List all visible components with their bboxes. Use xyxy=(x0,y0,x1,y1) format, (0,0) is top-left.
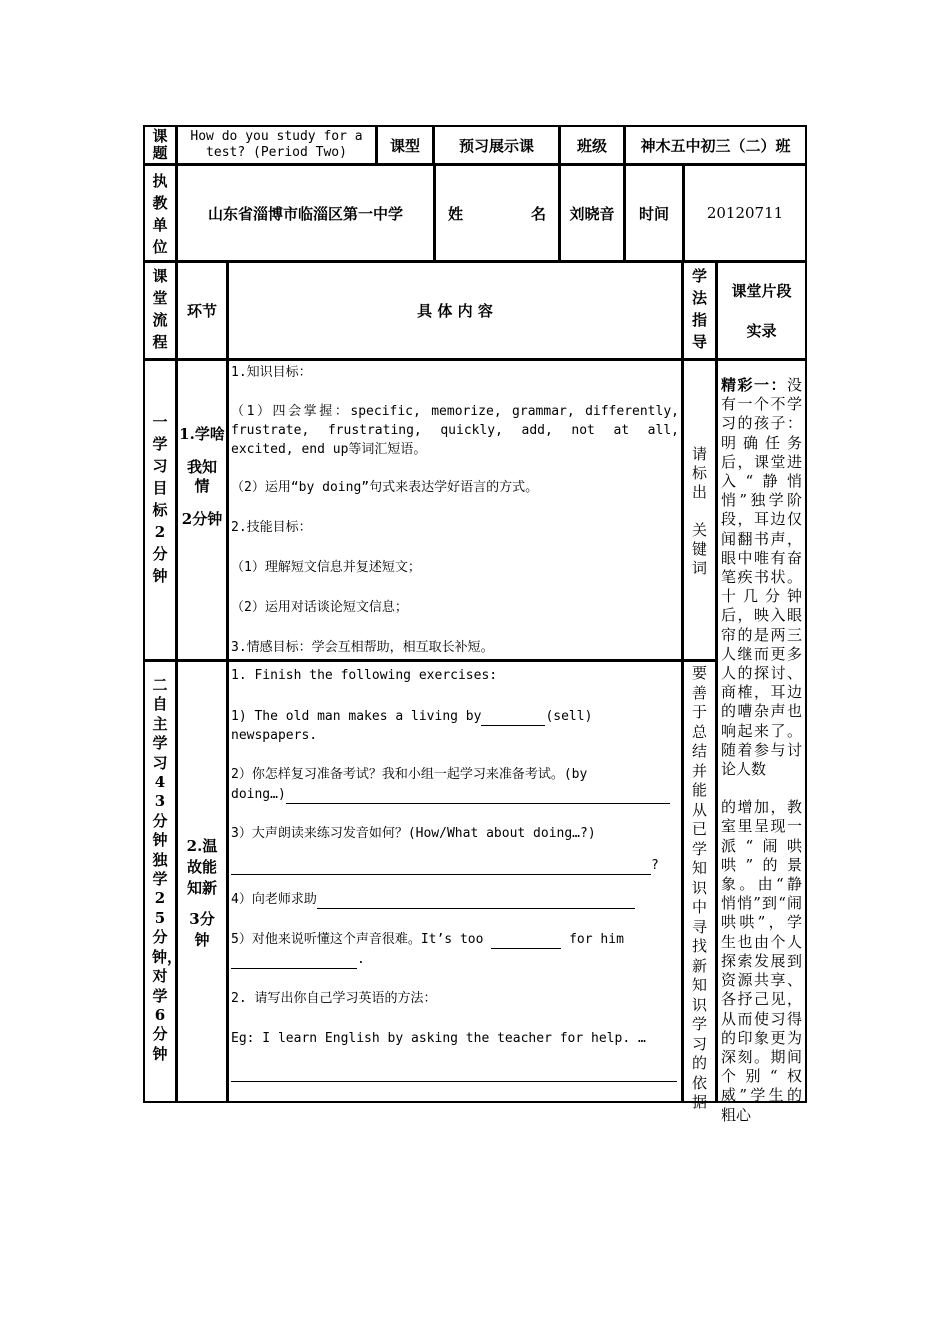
section1-content xyxy=(227,359,683,661)
section2-stage xyxy=(176,660,228,1103)
exercise-5-blank-2[interactable] xyxy=(231,949,357,969)
record-text-1: 没有一个不学习的孩子：明确任务后，课堂进入“静悄悄”独学阶段，耳边仅闻翻书声，眼中唯有奋笔疾书状。十几分钟后，映入眼帘的是两三人继而更多人的探讨、商榷，耳边的嘈杂声也响起来了。随着参与讨论人数 xyxy=(721,376,802,779)
exercise-2-blank[interactable] xyxy=(286,784,670,804)
name-label-first: 姓 xyxy=(448,204,464,223)
exercise-1 xyxy=(231,706,679,745)
method-mark-keywords-2: 关键词 xyxy=(692,521,708,577)
method-header: 学法指导 xyxy=(682,261,717,360)
record-paragraph-2: 的增加，教室里呈现一派“闹哄哄”的景象。由“静悄悄”到“闹哄哄”，学生也由个人探索发展到资源共享、各抒己见，从而使习得的印象更为深刻。期间个别“权威”学生的粗心 xyxy=(721,798,802,1124)
exercise-5 xyxy=(231,929,679,969)
section1-stage xyxy=(176,359,228,661)
exercise-1-text-end: newspapers. xyxy=(231,728,318,743)
section2-content xyxy=(227,660,683,1103)
class-value: 神木五中初三（二）班 xyxy=(624,125,807,165)
exercise-2-hint: doing…) xyxy=(231,787,286,802)
knowledge-goal-1: （1）四会掌握：specific, memorize, grammar, differently, frustrate, frustrating, quickly, add, not at all, excited, end up等词汇短语。 xyxy=(231,404,679,457)
exercise-5-end: . xyxy=(357,952,365,967)
time-value: 20120711 xyxy=(683,164,807,262)
content-header: 具 体 内 容 xyxy=(227,261,683,360)
type-value: 预习展示课 xyxy=(433,125,560,165)
exercise-4 xyxy=(231,889,679,909)
skill-goal-1: （1）理解短文信息并复述短文； xyxy=(231,560,421,575)
knowledge-goal-2: （2）运用“by doing”句式来表达学好语言的方式。 xyxy=(231,480,539,495)
section2-stage-line1: 2.温故能知新 xyxy=(186,837,218,897)
topic-value: How do you study for a test? (Period Two) xyxy=(176,125,377,165)
name-value: 刘晓音 xyxy=(559,164,625,262)
section1-stage-line3: 2分钟 xyxy=(181,510,223,528)
exercise-5-hint: for him xyxy=(569,932,624,947)
skill-goal-2: （2）运用对话谈论短文信息； xyxy=(231,600,408,615)
emotion-goal: 3.情感目标：学会互相帮助，相互取长补短。 xyxy=(231,640,494,655)
section1-flow: 一学习目标2分钟 xyxy=(143,359,177,661)
exercise-4-text: 4）向老师求助 xyxy=(231,892,317,907)
process-header: 课堂流程 xyxy=(143,261,177,360)
study-method-example: Eg: I learn English by asking the teacher for help. … xyxy=(231,1031,646,1046)
time-label: 时间 xyxy=(624,164,684,262)
study-method-prompt: 2. 请写出你自己学习英语的方法： xyxy=(231,991,437,1006)
section1-stage-line2: 我知情 xyxy=(186,458,217,495)
name-label xyxy=(434,164,560,262)
exercise-4-blank[interactable] xyxy=(317,889,635,909)
exercise-1-blank[interactable] xyxy=(481,706,545,726)
stage-header: 环节 xyxy=(176,261,228,360)
class-label: 班级 xyxy=(559,125,625,165)
topic-label: 课题 xyxy=(143,125,177,165)
record-header: 课堂片段实录 xyxy=(716,261,807,360)
exercise-5-text: 5）对他来说听懂这个声音很难。It’s too xyxy=(231,932,484,947)
exercise-3-text: 3）大声朗读来练习发音如何？(How/What about doing…?) xyxy=(231,826,596,841)
exercise-3-blank[interactable] xyxy=(231,855,651,875)
exercise-2 xyxy=(231,765,679,804)
section2-stage-line2: 3分钟 xyxy=(189,910,215,949)
name-label-second: 名 xyxy=(530,204,546,223)
study-method-blank[interactable] xyxy=(231,1062,677,1082)
section1-method xyxy=(682,359,717,661)
record-highlight: 精彩一： xyxy=(721,376,787,394)
section2-flow: 二自主学习43分钟独学25分钟，对学6分钟 xyxy=(143,660,177,1103)
method-mark-keywords-1: 请标出 xyxy=(692,445,708,501)
unit-label: 执教单位 xyxy=(143,164,177,262)
record-paragraph-1 xyxy=(721,376,802,779)
record-column xyxy=(716,359,807,1124)
section2-method: 要善于总结并能从已学知识中寻找新知识学习的依据 xyxy=(682,660,717,1103)
section1-stage-line1: 1.学啥 xyxy=(179,425,225,443)
type-label: 课型 xyxy=(376,125,434,165)
unit-value: 山东省淄博市临淄区第一中学 xyxy=(176,164,435,262)
study-method-answer xyxy=(231,1062,679,1082)
exercise-1-hint: (sell) xyxy=(545,709,593,724)
exercise-instruction: 1. Finish the following exercises: xyxy=(231,668,498,683)
exercise-1-text: 1) The old man makes a living by xyxy=(231,709,482,724)
exercise-2-text: 2）你怎样复习准备考试？我和小组一起学习来准备考试。(by xyxy=(231,767,588,782)
skill-goal-heading: 2.技能目标： xyxy=(231,520,312,535)
exercise-3-end: ? xyxy=(651,858,659,873)
exercise-5-blank-1[interactable] xyxy=(491,929,561,949)
knowledge-goal-heading: 1.知识目标： xyxy=(231,365,312,380)
exercise-3 xyxy=(231,824,679,875)
